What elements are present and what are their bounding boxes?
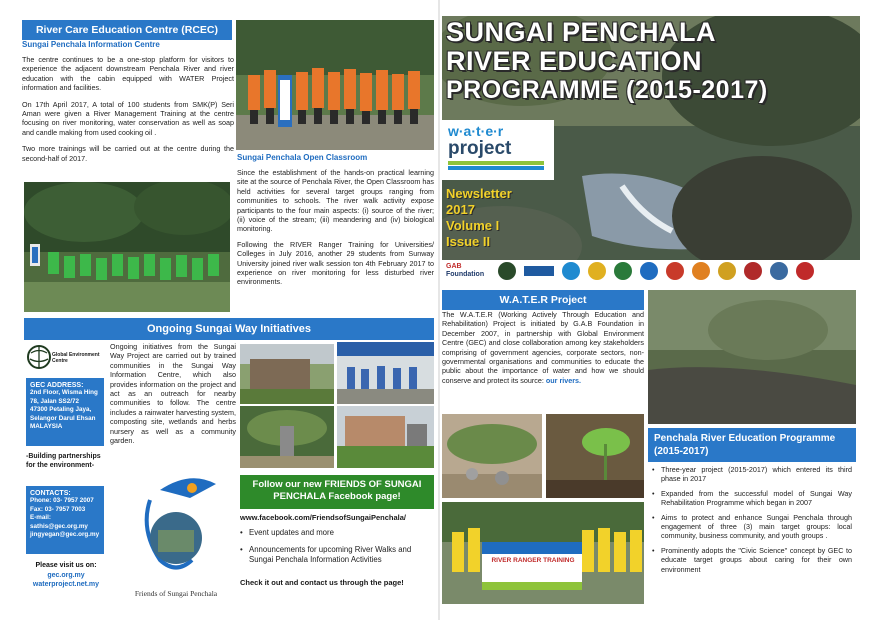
newsletter-year: 2017: [446, 202, 475, 217]
water-project-body: [442, 310, 644, 385]
gec-logo-text: Global Environment Centre: [52, 352, 100, 364]
partner-logo-wave-icon: [562, 262, 580, 280]
sungai-way-body: Ongoing initiatives from the Sungai Way Project are carried out by trained communities in the Sungai Way Information Centre, which also provides information on the project and act as an outreach for nearby communities to follow. The centre includes a rainwater harvesting system, composting site, wetlands and herbs nursery as well as a community garden.: [110, 342, 236, 446]
rcec-group-photo: [236, 20, 434, 150]
partner-logo-emblem-icon: [666, 262, 684, 280]
open-classroom-paragraph-2: Following the RIVER Ranger Training for Universities/ Colleges in July 2016, another 29 students from Sunway University joined river walk session ton 4th February 2017 to experience on river monitoring for less disturbed river environments.: [237, 239, 434, 287]
sungai-way-photo-3: [240, 406, 334, 468]
gec-address-text: 2nd Floor, Wisma Hing 78, Jalan SS2/72 47300 Petaling Jaya, Selangor Darul Ehsan MALAYSIA: [30, 389, 98, 431]
sungai-way-photo-2: [337, 342, 434, 404]
gec-address-label: GEC ADDRESS:: [30, 382, 84, 389]
gec-contacts-box: [26, 486, 104, 554]
newsletter-label: Newsletter: [446, 186, 512, 201]
gab-logo-line-1: GAB: [446, 263, 462, 270]
water-project-logo-bottom: project: [448, 138, 512, 159]
cover-title: [446, 18, 856, 105]
partner-logo-round-icon: [796, 262, 814, 280]
water-project-logo-underline-2: [448, 166, 544, 170]
partner-logo-crest-icon: [614, 262, 632, 280]
gec-visit-label: Please visit us on:: [35, 562, 97, 569]
water-project-body-highlight: our rivers.: [545, 375, 582, 385]
partner-logo-shield-icon: [718, 262, 736, 280]
gec-contacts-label: CONTACTS:: [30, 490, 71, 497]
river-bank-photo: [648, 290, 856, 424]
cover-title-line-1: SUNGAI PENCHALA: [446, 17, 717, 47]
friends-logo-text: Friends of Sungai Penchala: [134, 589, 218, 598]
partner-logo-seal-icon: [588, 262, 606, 280]
facebook-follow-banner[interactable]: Follow our new FRIENDS OF SUNGAI PENCHALA Facebook page!: [240, 475, 434, 509]
rcec-paragraph-3: Two more trainings will be carried out at the centre during the second-half of 2017.: [22, 144, 234, 163]
gec-slogan: -Building partnerships for the environment-: [26, 453, 101, 469]
plant-photo-2: [546, 414, 644, 498]
page-divider: [438, 0, 440, 620]
rcec-subheading: Sungai Penchala Information Centre: [22, 40, 160, 49]
gec-address-box: [26, 378, 104, 446]
sungai-way-photo-1: [240, 344, 334, 404]
facebook-item: • Announcements for upcoming River Walks and Sungai Penchala Information Activities: [240, 545, 434, 565]
partner-logo-water-icon: [640, 262, 658, 280]
partner-logo-mark-icon: [744, 262, 762, 280]
gec-website-link[interactable]: gec.org.my: [47, 572, 85, 579]
programme-header: Penchala River Education Programme (2015-2017): [648, 428, 856, 462]
programme-bullet: • Prominently adopts the "Civic Science" concept by GEC to educate target groups about caring for their own environment: [652, 546, 852, 574]
cover-hero: [442, 16, 860, 284]
gec-globe-icon: [26, 344, 52, 370]
open-classroom-subheading: Sungai Penchala Open Classroom: [237, 153, 368, 162]
water-project-body-text: The W.A.T.E.R (Working Actively Through Education and Rehabilitation) Project is initiated by G.A.B Foundation in December 2007, in partnership with Global Environment Centre (GEC) and close collaboration among key stakeholders comprising of government agencies, corporate sectors, non-governmental organisations and communities to educate the public about the importance of water and how we should conserve and protect its source:: [442, 310, 644, 385]
partner-logo-badge-icon: [692, 262, 710, 280]
programme-bullet: • Aims to protect and enhance Sungai Penchala through engagement of three (3) main target groups: local community, business community, and youth groups .: [652, 513, 852, 541]
facebook-items-list: [240, 528, 434, 570]
plant-photo-1: [442, 414, 542, 498]
friends-of-sungai-penchala-logo: [120, 470, 232, 598]
river-ranger-training-photo: [442, 502, 644, 604]
cover-title-line-2: RIVER EDUCATION: [446, 46, 703, 76]
rcec-paragraph-1: The centre continues to be a one-stop platform for visitors to experience the adjacent downstream Penchala River and river education with the cabin equipped with WATER Project information and facilities.: [22, 55, 234, 93]
river-ranger-banner-text: RIVER RANGER TRAINING: [491, 557, 575, 564]
partner-logo-strip: [446, 258, 858, 284]
partner-logo-bar-icon: [524, 266, 554, 276]
open-classroom-paragraph-1: Since the establishment of the hands-on practical learning site at the source of Penchala River, the Open Classroom has held activities for several target groups ranging from communities to schools. The river walk activity expose participants to the four main aspects: (i) source of the river; (ii) voice of the stream; (iii) meandering and (iv) biological monitoring.: [237, 168, 434, 234]
facebook-closing-text: Check it out and contact us through the page!: [240, 578, 404, 587]
facebook-url-link[interactable]: www.facebook.com/FriendsofSungaiPenchala/: [240, 513, 407, 522]
gec-logo: [26, 344, 106, 372]
waterproject-website-link[interactable]: waterproject.net.my: [32, 581, 100, 588]
gab-foundation-logo: [446, 263, 490, 279]
newsletter-volume: Volume I: [446, 218, 500, 233]
water-project-logo: [442, 120, 554, 180]
sungai-way-photo-4: [337, 406, 434, 468]
programme-bullet-list: [652, 465, 852, 579]
rcec-paragraph-2: On 17th April 2017, A total of 100 students from SMK(P) Seri Aman were given a River Management Training at the centre focusing on river monitoring, water conservation as well as soap and candle making from used cooking oil .: [22, 99, 234, 137]
cover-title-line-3: PROGRAMME (2015-2017): [446, 76, 768, 104]
rcec-header: River Care Education Centre (RCEC): [22, 20, 232, 40]
water-project-logo-underline: [448, 161, 544, 165]
open-classroom-column: [237, 153, 434, 287]
sungai-way-green-group-photo: [24, 182, 230, 312]
sungai-way-header: Ongoing Sungai Way Initiatives: [24, 318, 434, 340]
partner-logo-circle-icon: [770, 262, 788, 280]
gec-contacts-text: Phone: 03- 7957 2007 Fax: 03- 7957 7003 E-mail: sathis@gec.org.my jingyegan@gec.org.my: [30, 497, 100, 539]
rcec-text-column: [22, 40, 234, 163]
facebook-item: • Event updates and more: [240, 528, 434, 538]
gec-visit-block: [26, 562, 106, 588]
programme-bullet: • Expanded from the successful model of Sungai Way Rehabilitation Programme which began in 2007: [652, 489, 852, 508]
newsletter-issue: Issue II: [446, 234, 491, 249]
gab-logo-line-2: Foundation: [446, 271, 485, 278]
water-project-header: W.A.T.E.R Project: [442, 290, 644, 310]
water-project-logo-top: w·a·t·e·r: [448, 123, 504, 139]
gec-partner-logo-icon: [498, 262, 516, 280]
programme-bullet: • Three-year project (2015-2017) which entered its third phase in 2017: [652, 465, 852, 484]
newsletter-info: [446, 186, 556, 250]
